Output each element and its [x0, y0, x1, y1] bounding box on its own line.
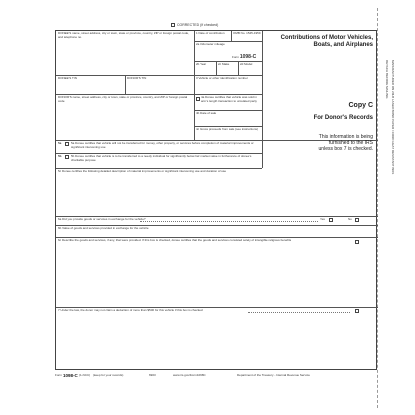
- donee-tin-label: DONEE'S TIN: [58, 76, 77, 80]
- form-name: 1098-C: [239, 54, 257, 60]
- copy-for-label: For Donor's Records: [313, 115, 373, 121]
- manufacturer-text: MANUFACTURED ON 20LB LASER BOND PAPER / CORD HEAT RESISTANT INKS: [391, 60, 395, 175]
- box-5b-label: 5b Donee certifies that vehicle is to be transferred to a needy individual for significantly below fair market value in furtherance of donee's charitable purpose: [71, 154, 252, 162]
- box-3-label: 3 Vehicle or other identification number: [196, 76, 248, 80]
- box-6c-field[interactable]: [56, 247, 378, 305]
- donor-tin-label: DONOR'S TIN: [127, 76, 147, 80]
- copy-label: Copy C: [348, 102, 373, 109]
- box-4c-label: 4c Gross proceeds from sale (see instructions): [196, 127, 259, 131]
- box-6b-label: 6b Value of goods and services provided in exchange for the vehicle: [58, 226, 149, 230]
- box-7-checkbox[interactable]: [355, 309, 359, 313]
- footer-url[interactable]: www.irs.gov/Form1098C: [173, 372, 206, 377]
- box-6c-label: 6c Describe the goods and services, if any, that were provided. If this box is checked, donee certifies that the goods and services consisted solely of intangible religious benefits: [58, 238, 292, 242]
- detach-text: DETACH BEFORE MAILING: [385, 60, 389, 99]
- box-6c-checkbox[interactable]: [355, 240, 359, 244]
- perforation-line: [377, 8, 378, 408]
- box-2c-label: 2c Make: [218, 62, 230, 66]
- omb-number: OMB No. 1545-1959: [233, 31, 261, 35]
- box-4a-label: 4a Donee certifies that vehicle was sold in arm's length transaction to unrelated party: [201, 95, 257, 103]
- box-5c-field[interactable]: [56, 175, 316, 215]
- donee-info-field[interactable]: [56, 31, 194, 75]
- box-4b-label: 4b Date of sale: [196, 111, 217, 115]
- box-5a-label: 5a Donee certifies that vehicle will not be transferred for money, other property, or services before completion of material improvements or significant intervening use: [71, 141, 254, 149]
- box-1-label: 1 Date of contribution: [196, 31, 225, 35]
- corrected-checkbox[interactable]: [171, 23, 175, 27]
- donee-info-label: DONEE'S name, street address, city or town, state or province, country, ZIP or foreign postal code, and telephone no.: [58, 31, 190, 39]
- box-6a-label: 6a Did you provide goods or services in exchange for the vehicle?: [58, 217, 146, 221]
- form-1098c: DONEE'S name, street address, city or town, state or province, country, ZIP or foreign postal code, and telephone no. 1 Date of contribution OMB No. 1545-1959 2a Odometer mileage Form 1098-C 2b Year 2c Make 2d Model DONEE'S TIN DONOR'S TIN 3 Vehicle or other identification number DONOR'S name, street address, city or town, state or province, country, and ZIP or foreign postal code 4a Donee certifies that vehicle was sold in arm's length transaction to unrelated party 4b Date of sale 4c Gross proceeds from sale (see instructions) Contributions of Motor Vehicles, Boats, and Airplanes Copy C For Donor's Records This information is being furnished to the IRS unless box 7 is checked. 5a 5a Donee certifies that vehicle will not be transferred for money, other property, or services before completion of material improvements or significant intervening use 5b 5b Donee certifies that vehicle is to be transferred to a needy individual for significantly below fair market value in furtherance of donee's charitable purpose 5c Donee certifies the following detailed description of material improvements or significant intervening use and duration of use 6a Did you provide goods or services in exchange for the vehicle? Yes No 6b Value of goods and services provided in exchange for the vehicle 6c Describe the goods and services, if any, that were provided. If this box is checked, donee certifies that the goods and services consisted solely of intangible religious benefits 7 Under the law, the donor may not claim a deduction of more than $500 for this vehicle if this box is checked: [55, 30, 377, 370]
- box-6a-yes-checkbox[interactable]: [329, 218, 333, 222]
- box-6a-yes: Yes: [320, 217, 325, 221]
- form-title: Contributions of Motor Vehicles, Boats, and Airplanes: [280, 35, 373, 49]
- footer-form-name: 1098-C: [63, 372, 78, 378]
- box-2d-label: 2d Model: [240, 62, 253, 66]
- form-footer: [55, 373, 377, 379]
- box-7-label: 7 Under the law, the donor may not claim a deduction of more than $500 for this vehicle if this box is checked: [58, 308, 203, 312]
- copy-note: This information is being furnished to the IRS unless box 7 is checked.: [318, 134, 373, 152]
- footer-rev: (1-NCC): [79, 372, 91, 377]
- box-6a-no: No: [348, 217, 352, 221]
- box-5c-label: 5c Donee certifies the following detailed description of material improvements or significant intervening use and duration of use: [58, 169, 227, 173]
- box-2b-label: 2b Year: [196, 62, 207, 66]
- box-4a-checkbox[interactable]: [196, 97, 200, 101]
- corrected-label: CORRECTED (if checked): [177, 22, 219, 27]
- box-6a-no-checkbox[interactable]: [355, 218, 359, 222]
- footer-dept: Department of the Treasury - Internal Revenue Service: [237, 372, 310, 377]
- donor-info-label: DONOR'S name, street address, city or town, state or province, country, and ZIP or foreign postal code: [58, 95, 188, 103]
- box-5a-checkbox[interactable]: [65, 142, 69, 146]
- box-2a-label: 2a Odometer mileage: [196, 42, 225, 46]
- footer-form-prefix: Form: [55, 372, 62, 377]
- footer-cat: 6903: [149, 372, 156, 377]
- form-prefix: Form: [232, 55, 239, 59]
- footer-keep: (keep for your records): [93, 372, 124, 377]
- box-5b-checkbox[interactable]: [65, 155, 69, 159]
